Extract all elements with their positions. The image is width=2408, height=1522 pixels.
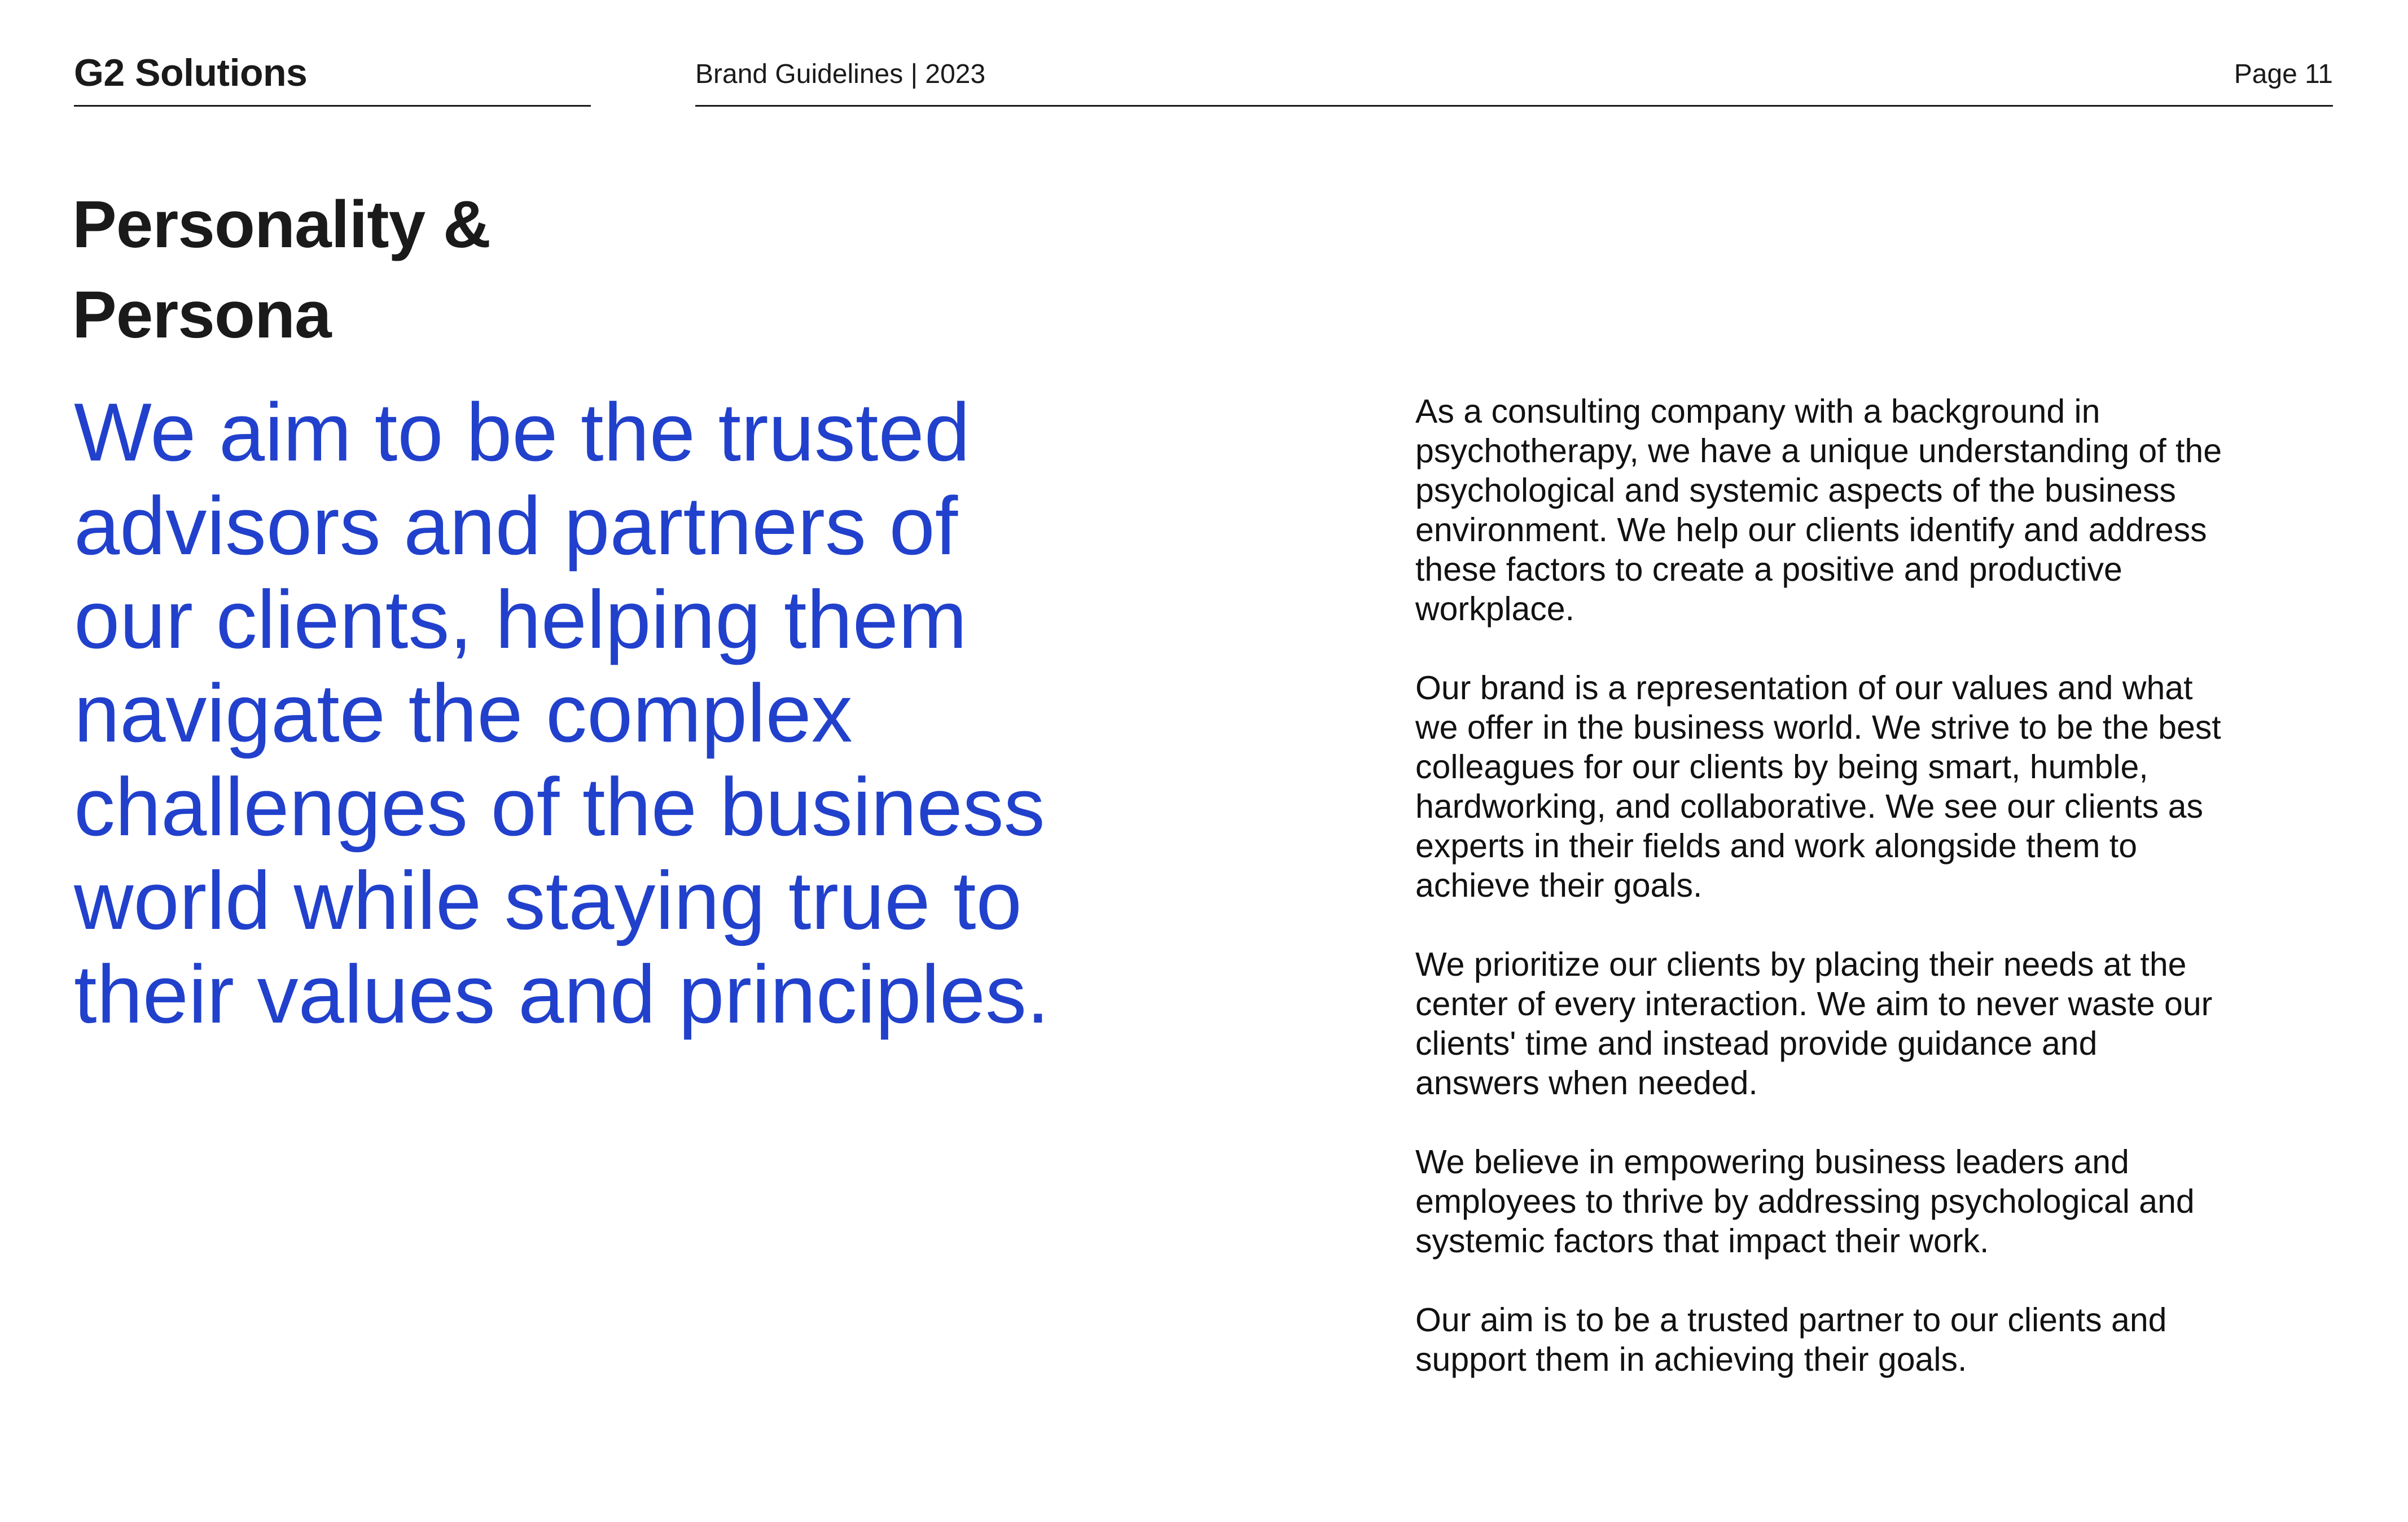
mission-statement: [74, 385, 1203, 1041]
statement-line: challenges of the business: [74, 761, 1045, 853]
body-line: psychological and systemic aspects of the business: [1415, 472, 2176, 509]
body-line: workplace.: [1415, 590, 1575, 628]
section-title-line: Persona: [72, 278, 331, 352]
body-line: Our brand is a representation of our values and what: [1415, 669, 2193, 707]
body-paragraph: [1415, 945, 2341, 1103]
statement-line: We aim to be the trusted: [74, 386, 970, 478]
statement-line: our clients, helping them: [74, 573, 967, 665]
body-text-column: [1415, 392, 2341, 1419]
body-paragraph: [1415, 392, 2341, 629]
body-line: answers when needed.: [1415, 1064, 1758, 1102]
statement-line: their values and principles.: [74, 948, 1050, 1040]
page-number: Page 11: [2234, 59, 2333, 89]
header-rule-left: [74, 105, 591, 107]
body-line: psychotherapy, we have a unique understanding of the: [1415, 432, 2222, 470]
statement-line: world while staying true to: [74, 854, 1022, 946]
body-line: experts in their fields and work alongside them to: [1415, 827, 2138, 865]
body-line: colleagues for our clients by being smart, humble,: [1415, 748, 2148, 786]
body-line: support them in achieving their goals.: [1415, 1341, 1967, 1378]
body-line: achieve their goals.: [1415, 867, 1703, 904]
section-title: [72, 179, 693, 360]
body-line: clients' time and instead provide guidance and: [1415, 1025, 2098, 1062]
body-line: We prioritize our clients by placing their needs at the: [1415, 946, 2187, 983]
body-line: environment. We help our clients identify and address: [1415, 511, 2207, 549]
body-line: As a consulting company with a background in: [1415, 393, 2100, 430]
body-paragraph: [1415, 1142, 2341, 1261]
header-rule-right: [695, 105, 2333, 107]
brand-name: G2 Solutions: [74, 51, 308, 94]
body-line: systemic factors that impact their work.: [1415, 1222, 1989, 1260]
body-line: employees to thrive by addressing psychological and: [1415, 1183, 2195, 1220]
body-line: we offer in the business world. We strive to be the best: [1415, 709, 2221, 746]
body-paragraph: [1415, 668, 2341, 905]
body-line: Our aim is to be a trusted partner to our clients and: [1415, 1301, 2167, 1339]
section-title-line: Personality &: [72, 187, 491, 262]
body-line: these factors to create a positive and productive: [1415, 551, 2122, 588]
body-line: hardworking, and collaborative. We see our clients as: [1415, 788, 2203, 825]
body-line: We believe in empowering business leaders and: [1415, 1143, 2129, 1181]
body-paragraph: [1415, 1300, 2341, 1379]
body-line: center of every interaction. We aim to never waste our: [1415, 985, 2213, 1023]
document-title: Brand Guidelines | 2023: [695, 59, 986, 89]
statement-line: navigate the complex: [74, 667, 853, 759]
statement-line: advisors and partners of: [74, 480, 958, 572]
